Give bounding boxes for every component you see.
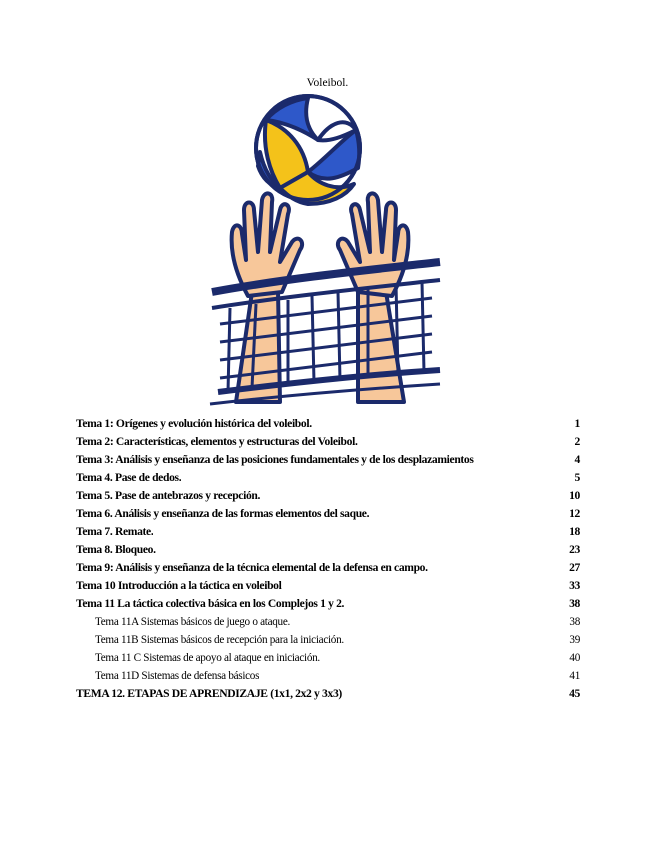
document-title: Voleibol. (306, 77, 349, 89)
toc-entry-title: Tema 11A Sistemas básicos de juego o ataque. (95, 616, 291, 628)
toc-entry[interactable] (76, 577, 580, 595)
volleyball-hands-net-icon (208, 92, 444, 410)
toc-entry[interactable] (76, 469, 580, 487)
toc-entry[interactable] (76, 415, 580, 433)
toc-entry[interactable] (76, 505, 580, 523)
toc-entry-page-number: 4 (574, 453, 580, 466)
right-hand (338, 193, 409, 296)
toc-entry-page-number: 27 (569, 561, 580, 574)
toc-entry-title: Tema 9: Análisis y enseñanza de la técnica elemental de la defensa en campo. (76, 561, 428, 574)
toc-entry-page-number: 41 (569, 670, 580, 682)
toc-entry-title: Tema 1: Orígenes y evolución histórica del voleibol. (76, 417, 312, 430)
toc-entry-page-number: 1 (574, 417, 580, 430)
toc-entry-page-number: 18 (569, 525, 580, 538)
toc-entry-title: Tema 11 C Sistemas de apoyo al ataque en iniciación. (95, 652, 320, 664)
toc-subentry[interactable] (76, 613, 580, 631)
toc-entry-title: Tema 8. Bloqueo. (76, 543, 156, 556)
toc-entry-title: Tema 11B Sistemas básicos de recepción para la iniciación. (95, 634, 344, 646)
toc-entry-title: Tema 7. Remate. (76, 525, 154, 538)
toc-entry-title: Tema 10 Introducción a la táctica en voleibol (76, 579, 282, 592)
toc-entry-title: Tema 11 La táctica colectiva básica en los Complejos 1 y 2. (76, 597, 345, 610)
toc-entry-page-number: 2 (574, 435, 580, 448)
toc-entry[interactable] (76, 433, 580, 451)
toc-entry[interactable] (76, 523, 580, 541)
toc-entry-title: Tema 3: Análisis y enseñanza de las posiciones fundamentales y de los desplazamientos (76, 453, 474, 466)
toc-entry-title: TEMA 12. ETAPAS DE APRENDIZAJE (1x1, 2x2 y 3x3) (76, 687, 342, 700)
toc-entry-page-number: 5 (574, 471, 580, 484)
toc-subentry[interactable] (76, 667, 580, 685)
volleyball-ball (256, 96, 360, 204)
toc-entry-page-number: 38 (569, 597, 580, 610)
toc-entry-page-number: 40 (569, 652, 580, 664)
toc-entry-title: Tema 6. Análisis y enseñanza de las formas elementos del saque. (76, 507, 370, 520)
toc-entry-title: Tema 2: Características, elementos y estructuras del Voleibol. (76, 435, 358, 448)
toc-entry[interactable] (76, 487, 580, 505)
toc-entry[interactable] (76, 559, 580, 577)
toc-entry-title: Tema 11D Sistemas de defensa básicos (95, 670, 260, 682)
toc-entry-page-number: 12 (569, 507, 580, 520)
toc-subentry[interactable] (76, 631, 580, 649)
toc-entry-page-number: 23 (569, 543, 580, 556)
toc-entry[interactable] (76, 595, 580, 613)
toc-entry-page-number: 10 (569, 489, 580, 502)
toc-entry[interactable] (76, 541, 580, 559)
toc-entry-page-number: 39 (569, 634, 580, 646)
table-of-contents (76, 415, 580, 703)
toc-entry[interactable] (76, 685, 580, 703)
toc-entry[interactable] (76, 451, 580, 469)
toc-entry-title: Tema 4. Pase de dedos. (76, 471, 182, 484)
toc-entry-page-number: 33 (569, 579, 580, 592)
toc-entry-page-number: 38 (569, 616, 580, 628)
toc-entry-page-number: 45 (569, 687, 580, 700)
toc-subentry[interactable] (76, 649, 580, 667)
toc-entry-title: Tema 5. Pase de antebrazos y recepción. (76, 489, 261, 502)
